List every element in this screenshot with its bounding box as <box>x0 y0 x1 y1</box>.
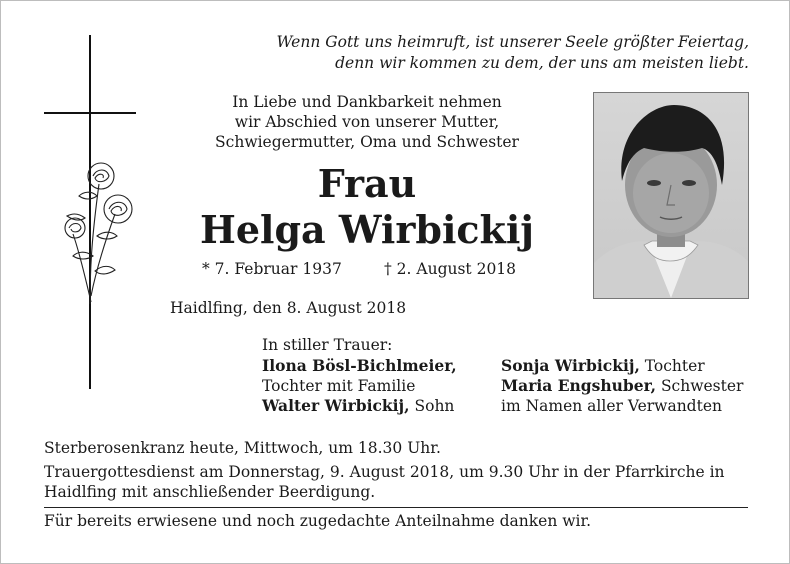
mourner-relation: Sohn <box>409 397 455 415</box>
mourner-line <box>262 376 457 396</box>
quote-line: denn wir kommen zu dem, der uns am meisten liebt. <box>335 54 749 72</box>
mourner-name: Maria Engshuber, <box>501 376 657 395</box>
divider <box>44 507 748 508</box>
mourner-line <box>262 396 457 416</box>
deceased-name: Helga Wirbickij <box>199 207 535 252</box>
epigraph-quote <box>239 32 749 74</box>
quote-line: Wenn Gott uns heimruft, ist unserer Seele größter Feiertag, <box>276 33 749 51</box>
service-notes <box>44 438 764 506</box>
death-date: † 2. August 2018 <box>384 260 517 278</box>
intro-text <box>181 92 553 152</box>
cross-bar <box>44 112 136 114</box>
birth-date: * 7. Februar 1937 <box>202 260 342 278</box>
honorific-title: Frau <box>317 161 417 206</box>
mourner-name: Sonja Wirbickij, <box>501 356 640 375</box>
mourner-name: Ilona Bösl-Bichlmeier, <box>262 356 457 375</box>
thanks-text: Für bereits erwiesene und noch zugedachte Anteilnahme danken wir. <box>44 512 592 530</box>
mourner-relation: Tochter mit Familie <box>262 377 416 395</box>
funeral-service-note: Trauergottesdienst am Donnerstag, 9. August 2018, um 9.30 Uhr in der Pfarrkirche in Haidlfing mit anschließender Beerdigung. <box>44 463 725 501</box>
mourners-heading: In stiller Trauer: <box>262 336 393 354</box>
mourners-left <box>262 356 457 416</box>
rosary-note: Sterberosenkranz heute, Mittwoch, um 18.30 Uhr. <box>44 439 441 457</box>
mourner-name: Walter Wirbickij, <box>262 396 410 415</box>
intro-line: In Liebe und Dankbarkeit nehmen <box>232 93 502 111</box>
intro-line: wir Abschied von unserer Mutter, <box>234 113 500 131</box>
mourner-relation: im Namen aller Verwandten <box>501 397 722 415</box>
portrait-photo <box>593 92 749 299</box>
mourner-line <box>501 376 743 396</box>
roses-icon <box>57 156 137 306</box>
mourner-relation: Schwester <box>656 377 744 395</box>
place-and-date: Haidlfing, den 8. August 2018 <box>170 299 407 317</box>
intro-line: Schwiegermutter, Oma und Schwester <box>215 133 519 151</box>
mourner-line <box>501 356 743 376</box>
portrait-image <box>594 93 748 298</box>
mourner-line <box>501 396 743 416</box>
mourner-relation: Tochter <box>639 357 705 375</box>
mourner-line <box>262 356 457 376</box>
mourners-right <box>501 356 743 416</box>
